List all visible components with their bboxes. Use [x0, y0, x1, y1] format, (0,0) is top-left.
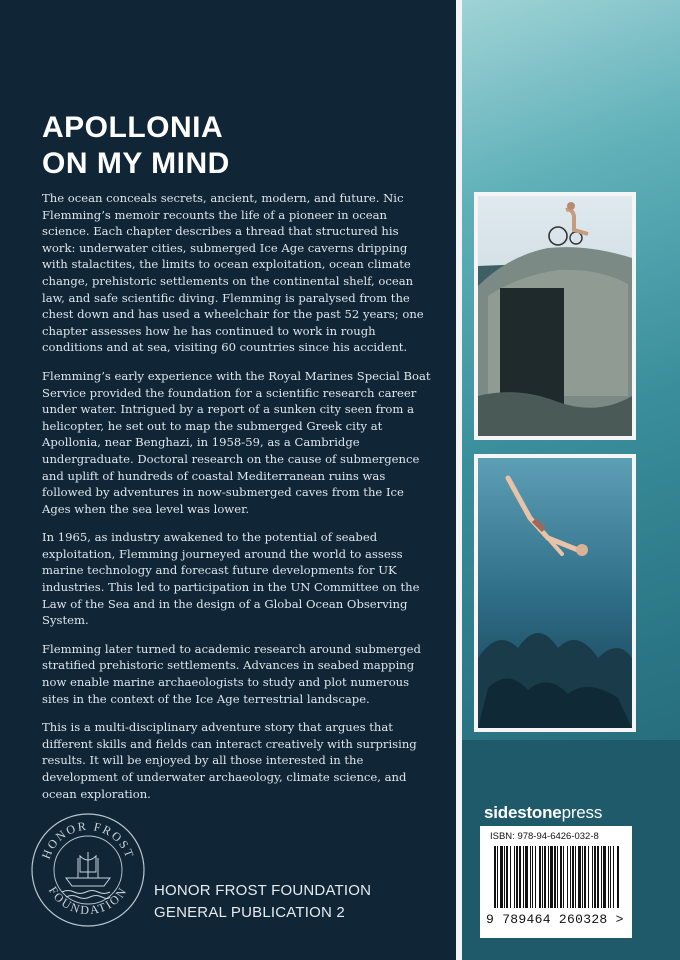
- blurb-paragraph: Flemming’s early experience with the Royal Marines Special Boat Service provided the foundation for a scientific research career under water. Intrigued by a report of a sunken city seen from a helicopter, he set out to map the submerged Greek city at Apollonia, near Benghazi, in 1958-59, as a Cambridge undergraduate. Doctoral research on the cause of submergence and uplift of hundreds of coastal Mediterranean ruins was followed by adventures in now-submerged caves from the Ice Ages when the sea level was lower.: [42, 368, 431, 516]
- title-line-2: ON MY MIND: [42, 147, 230, 180]
- blurb-paragraph: Flemming later turned to academic research around submerged stratified prehistoric settlements. Advances in seabed mapping now enable marine archaeologists to study and plot numerous sites in the context of the Ice Age terrestrial landscape.: [42, 641, 421, 706]
- seal-text-bottom: FOUNDATION: [45, 883, 131, 918]
- isbn-barcode: [480, 826, 632, 938]
- ship-icon: [62, 852, 110, 899]
- seal-text-top: HONOR FROST: [38, 818, 138, 861]
- blurb-paragraph: In 1965, as industry awakened to the potential of seabed exploitation, Flemming journeyed around the world to assess marine technology and forecast future developments for UK industries. This led to participation in the UN Committee on the Law of the Sea and in the design of a Global Ocean Observing System.: [42, 530, 420, 628]
- diver-photo-illustration: [478, 458, 632, 728]
- foundation-imprint: [154, 880, 371, 924]
- publisher-logo: [484, 803, 602, 823]
- publisher-suffix: press: [561, 803, 603, 822]
- publisher-brand: sidestone: [484, 803, 562, 822]
- title-line-1: APOLLONIA: [42, 111, 224, 144]
- foundation-name: HONOR FROST FOUNDATION: [154, 882, 372, 899]
- book-title: [42, 110, 442, 182]
- blurb-paragraph: The ocean conceals secrets, ancient, modern, and future. Nic Flemming’s memoir recounts the life of a pioneer in ocean science. Each chapter describes a thread that structured his work: underwater cities, submerged Ice Age caverns dripping with stalactites, the limits to ocean exploitation, ocean climate change, prehistoric settlements on the continental shelf, ocean law, and safe scientific diving. Flemming is paralysed from the chest down and has used a wheelchair for the past 52 years; one chapter assesses how he has continued to work in rough conditions and at sea, visiting 60 countries since his accident.: [42, 191, 424, 355]
- barcode-digits: 9 789464 260328 >: [486, 912, 624, 927]
- photo-diver-underwater: [474, 454, 636, 732]
- svg-text:FOUNDATION: [46, 884, 130, 918]
- blurb-paragraph: This is a multi-disciplinary adventure story that argues that different skills and fields can interact creatively with surprising results. It will be enjoyed by all those interested in the development of underwater archaeology, climate science, and ocean exploration.: [42, 720, 417, 801]
- isbn-label: ISBN: 978-94-6426-032-8: [490, 831, 599, 842]
- ruin-photo-illustration: [478, 196, 632, 436]
- blurb: [42, 190, 434, 814]
- barcode-icon: [486, 844, 626, 910]
- photo-wheelchair-on-ruin: [474, 192, 636, 440]
- foundation-seal-logo: [30, 812, 146, 928]
- publication-series: GENERAL PUBLICATION 2: [154, 904, 345, 921]
